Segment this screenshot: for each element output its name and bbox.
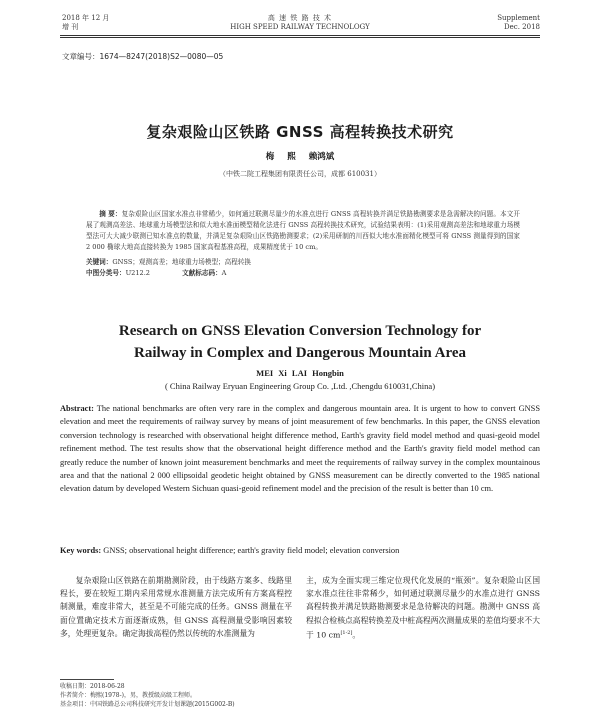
article-number: 文章编号：1674—8247(2018)S2—0080—05 xyxy=(62,52,224,61)
body-right-text: 主，成为全面实现三维定位现代化发展的“瓶颈”。复杂艰险山区国家水准点往往非常稀少，如何通过联测尽量少的水准点进行 GNSS 高程转换并满足铁路勘测要求是急待解决的问题。勘测中 GNSS 高程拟合检核点高程转换差及中桩高程两次测量成果的差值均要求不大于 10 cm xyxy=(306,576,540,640)
abstract-en-text: The national benchmarks are often very rare in the complex and dangerous mountain area. It is urgent to how to convert GNSS elevation and meet the requirements of railway survey by means of joint measurement of few benchmarks. In this paper, the GNSS elevation conversion technology is researched with observational height difference method, Earth's gravity field model method and quasi-geoid model refinement method. The test results show that the observational height difference method and the Earth's gravity field model method can greatly reduce the number of known joint measurement benchmarks and meet the requirements of railway survey in the complex mountainous area and that the national 2 000 ellipsoidal geodetic height obtained by GNSS measurement can be directly converted to the 1985 national elevation datum by developed Western Sichuan quasi-geoid refinement model and the precision of the result is better than 10 cm. xyxy=(60,404,540,494)
running-header-left xyxy=(62,14,152,32)
keywords-en-label: Key words: xyxy=(60,546,102,555)
title-en xyxy=(60,320,540,364)
journal-name-en: HIGH SPEED RAILWAY TECHNOLOGY xyxy=(230,23,370,31)
keywords-cn xyxy=(86,257,520,268)
author-en-1: MEI Xi xyxy=(256,368,287,378)
author-cn-1: 梅 熙 xyxy=(265,152,296,162)
title-en-line-2: Railway in Complex and Dangerous Mountain Area xyxy=(134,345,466,361)
footnote-rule xyxy=(60,679,114,680)
header-rule-top xyxy=(60,35,540,36)
title-en-line-1: Research on GNSS Elevation Conversion Technology for xyxy=(118,323,482,339)
citation-ref: [1-2] xyxy=(340,629,353,636)
document-code xyxy=(182,269,226,277)
author-en-2: LAI Hongbin xyxy=(291,368,344,378)
header-rule-bottom xyxy=(60,37,540,38)
body-column-left: 复杂艰险山区铁路在前期勘测阶段，由于线路方案多、线路里程长，要在较短工期内采用常规水准测量方法完成所有方案高程控制测量，难度非常大，甚至是不可能完成的任务。GNSS 测量在平面位置确定技术方面逐渐成熟，但 GNSS 高程测量受影响因素较多，处理更复杂。确定海拔高程仍然以传统的水准测量为 xyxy=(60,576,292,638)
abstract-en xyxy=(60,402,540,496)
clc-value: U212.2 xyxy=(125,269,150,277)
footnote-received: 收稿日期：2018-06-28 xyxy=(60,683,125,690)
supplement-label: Supplement xyxy=(497,14,540,22)
body-right-end: 。 xyxy=(352,630,361,640)
body-column-right xyxy=(306,574,540,642)
issue-date: 2018 年 12 月 xyxy=(62,14,110,22)
footnote-fund: 基金项目：中国铁路总公司科技研究开发计划课题(2015G002-B) xyxy=(60,701,235,708)
authors-cn xyxy=(60,150,540,162)
footnote-author: 作者简介：梅熙(1978-)，男，教授级高级工程师。 xyxy=(60,692,196,699)
issue-date-en: Dec. 2018 xyxy=(504,23,540,31)
authors-en xyxy=(60,368,540,378)
footnotes xyxy=(60,682,540,709)
keywords-cn-text: GNSS；观测高差；地球重力场模型；高程转换 xyxy=(112,258,252,266)
abstract-en-label: Abstract: xyxy=(60,404,94,413)
affiliation-cn: （中铁二院工程集团有限责任公司，成都 610031） xyxy=(219,170,381,178)
document-code-label: 文献标志码： xyxy=(182,269,222,277)
keywords-cn-label: 关键词： xyxy=(86,258,113,266)
title-cn: 复杂艰险山区铁路 GNSS 高程转换技术研究 xyxy=(146,123,454,141)
running-header-right xyxy=(450,14,540,32)
clc-number xyxy=(86,269,150,277)
affiliation-en: ( China Railway Eryuan Engineering Group Co. ,Ltd. ,Chengdu 610031,China) xyxy=(164,381,436,391)
document-code-value: A xyxy=(221,269,227,277)
clc-label: 中图分类号： xyxy=(86,269,126,277)
author-cn-2: 赖鸿斌 xyxy=(308,152,335,162)
keywords-en xyxy=(60,546,540,555)
running-header-center xyxy=(150,14,450,32)
classification-cn xyxy=(86,268,520,279)
abstract-cn-label: 摘 要： xyxy=(99,210,122,218)
issue-type: 增 刊 xyxy=(62,23,79,31)
journal-name-cn: 高 速 铁 路 技 术 xyxy=(267,14,333,22)
keywords-en-text: GNSS; observational height difference; earth's gravity field model; elevation conversion xyxy=(103,546,400,555)
abstract-cn-text: 复杂艰险山区国家水准点非常稀少，如何通过联测尽量少的水准点进行 GNSS 高程转换并满足铁路勘测要求是急需解决的问题。本文开展了观测高差法、地球重力场模型法和似大地水准面模型精化法进行 GNSS 高程转换技术研究，试验结果表明：(1)采用观测高差法和地球重力场模型法可大大减少联测已知水准点的数量，并满足复杂艰险山区铁路勘测要求；(2)采用研制的川西似大地水准面精化模型可将 GNSS 测量得到的国家 2 000 椭球大地高直接转换为 1985 国家高程基准高程，成果精度优于 10 cm。 xyxy=(86,210,520,251)
abstract-cn xyxy=(86,209,520,253)
